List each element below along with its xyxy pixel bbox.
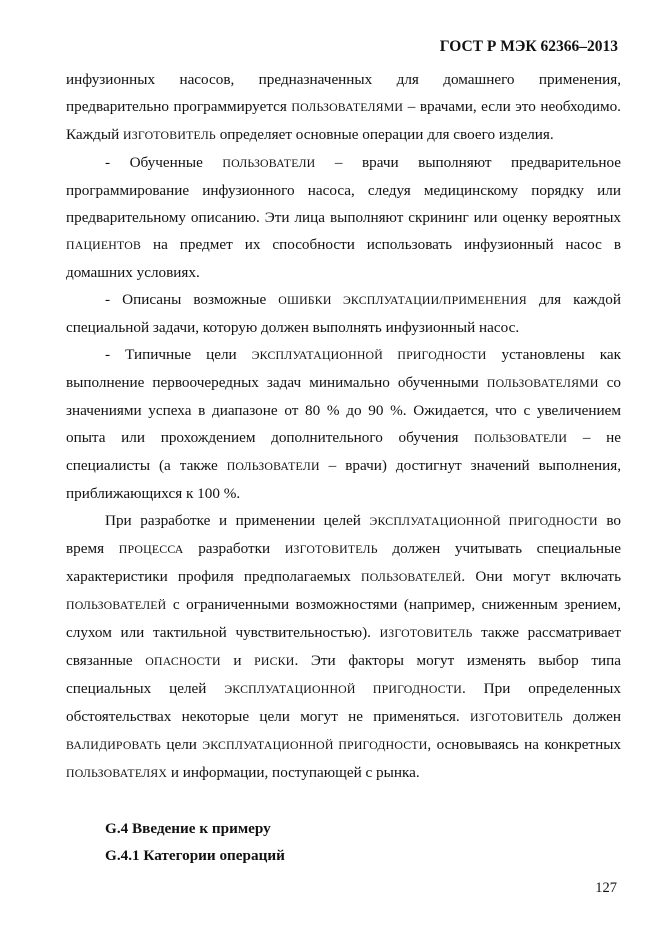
paragraph-2	[66, 149, 621, 286]
text-run: с ограниченными возможностями (например, сниженным зрением, слухом или тактильной чувствительностью).	[66, 596, 621, 641]
text-run: – врачами, если это необходимо. Каждый	[66, 98, 621, 143]
term: ПОЛЬЗОВАТЕЛИ	[222, 156, 316, 170]
page-number: 127	[595, 880, 617, 896]
text-run: При разработке и применении целей	[105, 512, 370, 529]
text-run: установлены как выполнение первоочередных задач минимально обученными	[66, 346, 621, 391]
term: ИЗГОТОВИТЕЛЬ	[469, 710, 563, 724]
term: ПОЛЬЗОВАТЕЛЯМИ	[486, 376, 599, 390]
term: ЭКСПЛУАТАЦИОННОЙ ПРИГОДНОСТИ	[202, 738, 428, 752]
text-run: – не специалисты (а также	[66, 429, 621, 474]
term: ИЗГОТОВИТЕЛЬ	[379, 626, 473, 640]
text-run: должен учитывать специальные характеристики профиля предполагаемых	[66, 540, 621, 585]
text-run: . Эти факторы могут изменять выбор типа специальных целей	[66, 652, 621, 697]
text-run: цели	[160, 736, 203, 753]
text-run: для каждой специальной задачи, которую должен выполнять инфузионный насос.	[66, 291, 621, 336]
term: ПОЛЬЗОВАТЕЛИ	[226, 459, 320, 473]
text-run: , основываясь на конкретных	[427, 736, 621, 753]
paragraph-3	[66, 286, 621, 341]
section-heading-g4-1: G.4.1 Категории операций	[105, 847, 285, 864]
text-run: должен	[562, 708, 621, 725]
text-run: также рассматривает связанные	[66, 624, 621, 669]
paragraph-4	[66, 341, 621, 507]
term: ЭКСПЛУАТАЦИОННОЙ ПРИГОДНОСТИ	[251, 348, 487, 362]
text-run: – врачи) достигнут значений выполнения, приближающихся к 100 %.	[66, 457, 621, 502]
text-run: со значениями успеха в диапазоне от 80 % до 90 %. Ожидается, что с увеличением опыта или прохождением дополнительного обучения	[66, 374, 621, 446]
text-run: - Обученные	[105, 154, 223, 171]
text-run: . При определенных обстоятельствах некоторые цели могут не применяться.	[66, 680, 621, 725]
section-heading-g4: G.4 Введение к примеру	[105, 820, 271, 837]
term: ВАЛИДИРОВАТЬ	[66, 738, 161, 752]
term: РИСКИ	[254, 654, 295, 668]
text-run: и	[220, 652, 255, 669]
term: ЭКСПЛУАТАЦИОННОЙ ПРИГОДНОСТИ	[369, 514, 598, 528]
term: ИЗГОТОВИТЕЛЬ	[284, 542, 378, 556]
term: ПОЛЬЗОВАТЕЛЯМИ	[291, 100, 404, 114]
term: ПАЦИЕНТОВ	[66, 238, 142, 252]
term: ПРОЦЕССА	[118, 542, 184, 556]
body-text	[66, 66, 621, 787]
paragraph-1	[66, 66, 621, 149]
text-run: и информации, поступающей с рынка.	[167, 764, 420, 781]
term: ЭКСПЛУАТАЦИОННОЙ ПРИГОДНОСТИ	[224, 682, 462, 696]
term: ОШИБКИ ЭКСПЛУАТАЦИИ/ПРИМЕНЕНИЯ	[278, 293, 527, 307]
term: ИЗГОТОВИТЕЛЬ	[123, 128, 216, 142]
term: ПОЛЬЗОВАТЕЛЕЙ	[361, 570, 462, 584]
term: ПОЛЬЗОВАТЕЛЕЙ	[66, 598, 167, 612]
term: ПОЛЬЗОВАТЕЛЯХ	[66, 766, 168, 780]
text-run: разработки	[183, 540, 285, 557]
text-run: - Описаны возможные	[105, 291, 279, 308]
document-header: ГОСТ Р МЭК 62366–2013	[439, 38, 618, 55]
paragraph-5	[66, 507, 621, 787]
text-run: инфузионных насосов, предназначенных для домашнего применения, предварительно программируется	[66, 71, 621, 115]
term: ОПАСНОСТИ	[145, 654, 221, 668]
text-run: . Они могут включать	[461, 568, 621, 585]
text-run: - Типичные цели	[105, 346, 252, 363]
text-run: на предмет их способности использовать инфузионный насос в домашних условиях.	[66, 236, 621, 281]
text-run: во время	[66, 512, 621, 557]
text-run: – врачи выполняют предварительное программирование инфузионного насоса, следуя медицинскому порядку или предварительному описанию. Эти лица выполняют скрининг или оценку вероятных	[66, 154, 621, 226]
text-run: определяет основные операции для своего изделия.	[215, 126, 554, 143]
term: ПОЛЬЗОВАТЕЛИ	[474, 431, 568, 445]
